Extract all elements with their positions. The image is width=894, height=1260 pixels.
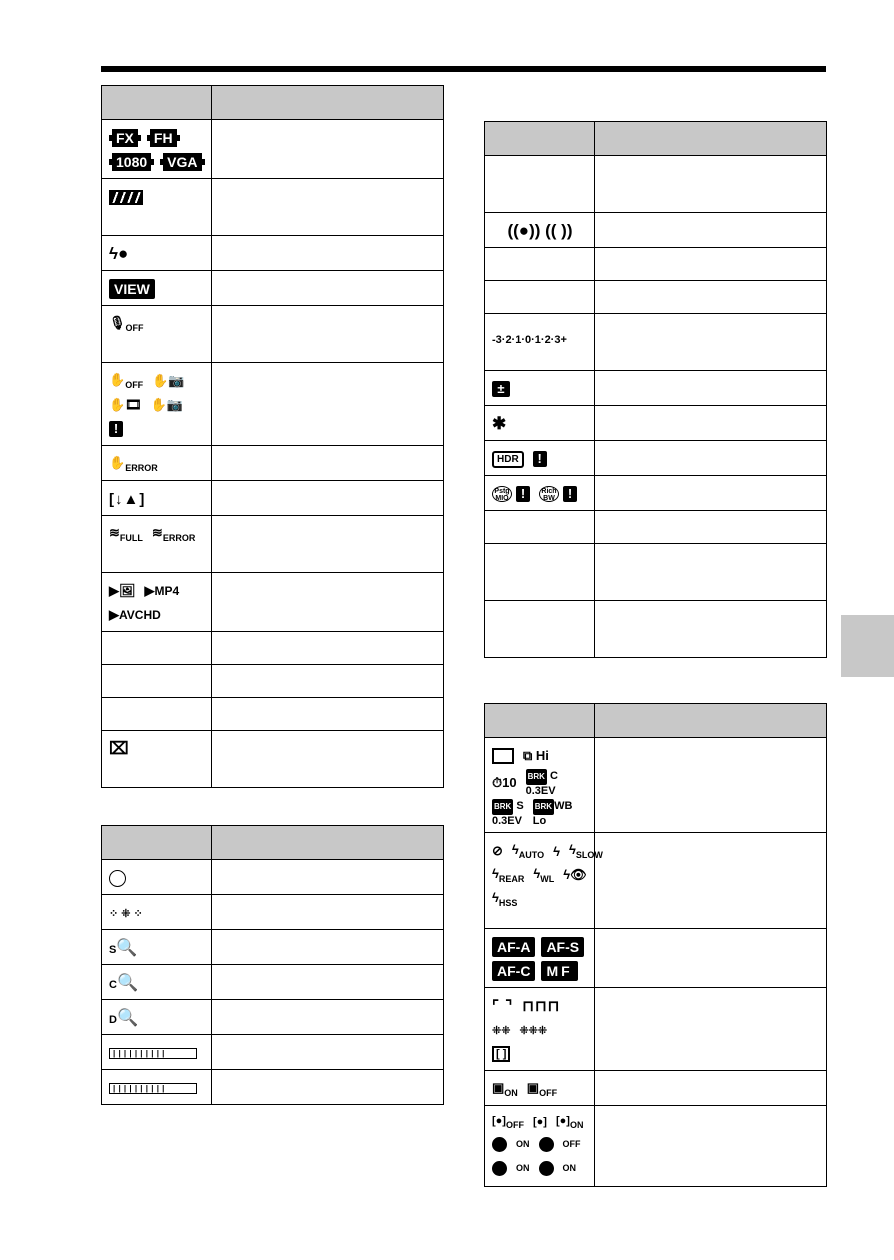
warning-icon: !: [109, 421, 123, 437]
database-icons: $≋_{FULL}$ $≋_{ERROR}$: [109, 525, 196, 543]
flash-mode-icons: ⊘ $ϟ_{AUTO}$ ϟ $ϟ_{SLOW}$ $ϟ_{REAR}$ $ϟ_{WL}$ ϟ👁 $ϟ_{HSS}$: [485, 833, 595, 929]
display-icons-table-2: [101, 825, 444, 1105]
ae-lock-icon: ✱: [492, 414, 507, 433]
header-rule: [101, 66, 826, 72]
header-cell: [102, 86, 212, 120]
no-battery-icon: ⌧: [109, 739, 129, 758]
auto-framing-icons: $▣_{ON}$ $▣_{OFF}$: [492, 1080, 558, 1098]
flash-charge-icon: ϟ●: [109, 244, 129, 263]
shutter-scale-icon: | | | | | | | | | |: [109, 1048, 197, 1059]
clear-zoom-icon: C🔍: [109, 973, 139, 992]
picture-effect-icons: Pstg MIO ! Rich BW !: [492, 482, 588, 506]
battery-icon: [109, 190, 143, 205]
movie-format-icons: FX FH 1080 VGA: [102, 120, 212, 179]
face-smile-icons: $[●]_{OFF}$ [●] $[●]_{ON}$ ON OFF ON ON: [485, 1106, 595, 1187]
smart-zoom-icon: S🔍: [109, 938, 138, 957]
drive-mode-icons: ⧉ Hi ⏱10 BRK C 0.3EV BRK S 0.3EV BRK WB Lo: [485, 738, 595, 833]
digital-zoom-icon: D🔍: [109, 1008, 139, 1027]
spot-circle-icon: [109, 870, 126, 887]
view-icon: VIEW: [109, 279, 155, 299]
display-icons-table-1: [101, 85, 444, 788]
hdr-icon: HDR: [492, 451, 524, 468]
header-cell: [212, 86, 444, 120]
focus-indicator-icons: ((●)) (( )): [507, 221, 573, 240]
af-area-icon: ⁘ ⁜ ⁘: [109, 907, 143, 920]
aperture-scale-icon: | | | | | | | | | |: [109, 1083, 197, 1094]
focus-mode-icons: AF-A AF-S AF-C MF: [485, 929, 595, 988]
overheat-icon: [↓▲]: [109, 490, 146, 508]
steadyshot-error-icon: $✋_{ERROR}$: [109, 455, 158, 473]
display-icons-table-3: ((●)) (( )) -3·2·1·0·1·2·3+ ± ✱ HDR ! Pstg MIO ! Rich BW !: [484, 121, 827, 658]
chapter-tab: [841, 615, 894, 677]
mic-off-icon: $🎙_{OFF}$: [109, 315, 144, 333]
focus-area-icons: ⌜ ⌝ ⊓⊓⊓ ⁜⁜ ⁜⁜⁜ [ ]: [485, 988, 595, 1071]
exposure-scale-icon: -3·2·1·0·1·2·3+: [492, 334, 567, 346]
playback-mode-icons: ▶🖼 ▶MP4 ▶AVCHD: [102, 573, 212, 632]
exposure-comp-icon: ±: [492, 381, 510, 397]
display-icons-table-4: [484, 703, 827, 1187]
steadyshot-icons: $✋_{OFF}$ ✋📷 ✋🎞 ✋📷 !: [102, 363, 212, 446]
